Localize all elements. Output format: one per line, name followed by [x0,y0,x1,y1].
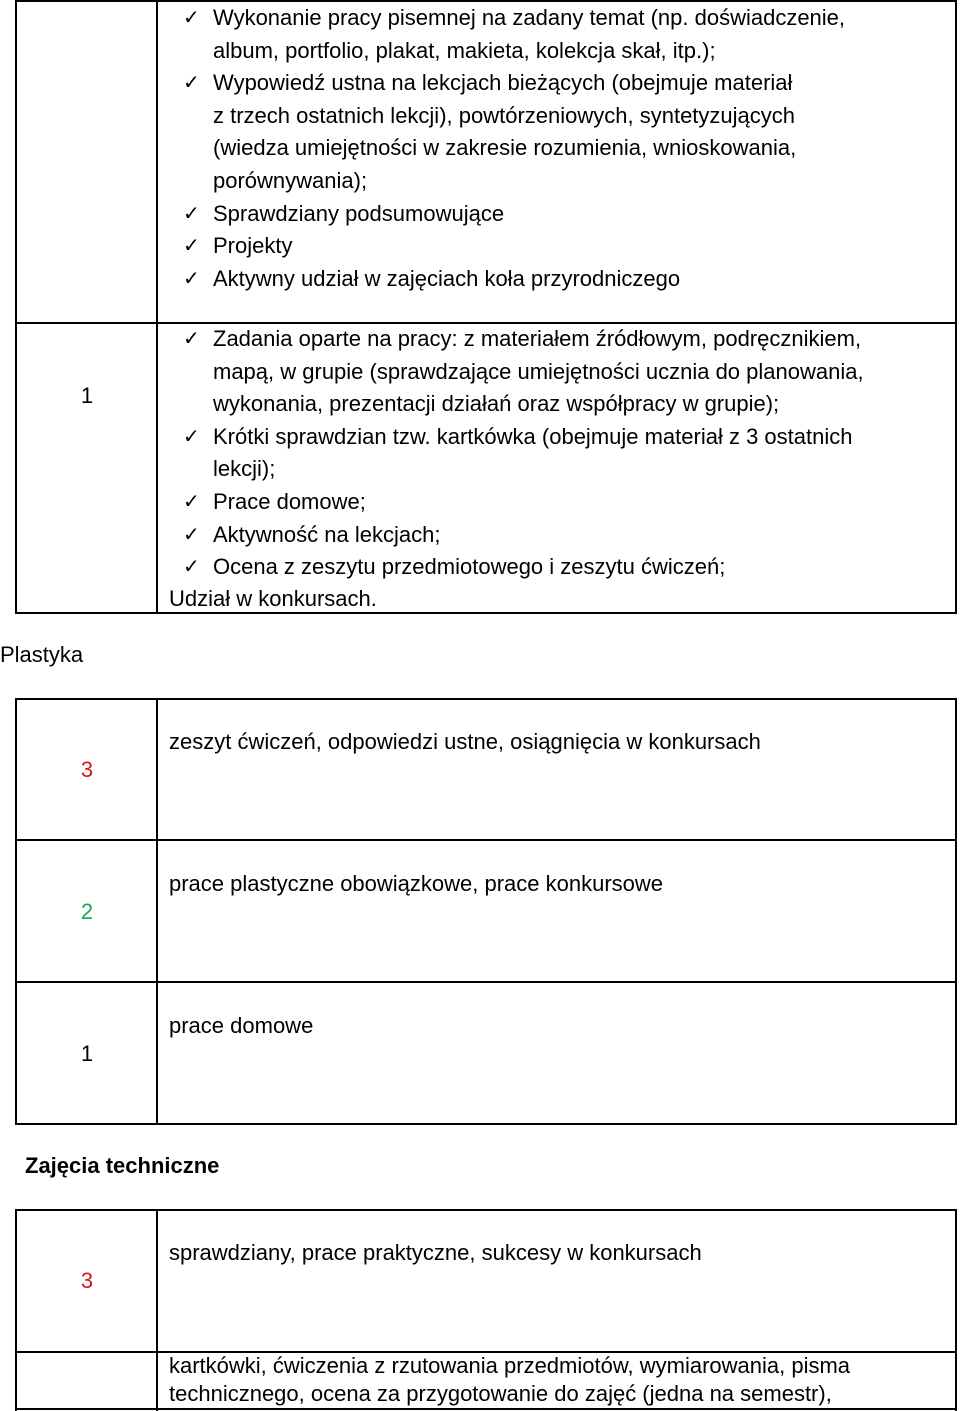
plastyka-row-text: zeszyt ćwiczeń, odpowiedzi ustne, osiągnięcia w konkursach [169,729,761,754]
criteria-item-line: Krótki sprawdzian tzw. kartkówka (obejmuje materiał z 3 ostatnich [213,423,853,449]
check-icon: ✓ [183,326,200,350]
criteria-item-line: Sprawdziany podsumowujące [213,200,505,226]
check-icon: ✓ [183,489,200,513]
criteria-item-line: (wiedza umiejętności w zakresie rozumienia, wnioskowania, [213,135,797,161]
technika-row-text: technicznego, ocena za przygotowanie do zajęć (jedna na semestr), [169,1381,832,1406]
plastyka-grade-2: 2 [80,899,94,924]
criteria-item-line: z trzech ostatnich lekcji), powtórzeniowych, syntetyzujących [213,102,796,128]
criteria-item-line: Zadania oparte na pracy: z materiałem źródłowym, podręcznikiem, [213,326,862,351]
criteria-item-line: album, portfolio, plakat, makieta, kolekcja skał, itp.); [213,37,716,63]
grade-cell: 1 [80,383,94,408]
check-icon: ✓ [183,200,200,225]
plastyka-grade-3: 3 [80,757,94,782]
check-icon: ✓ [183,233,200,258]
criteria-item-line: porównywania); [213,168,368,193]
criteria-item-line: Projekty [213,233,293,259]
technika-row-text: sprawdziany, prace praktyczne, sukcesy w konkursach [169,1240,702,1265]
criteria-item-line: lekcji); [213,456,276,482]
criteria-item-line: Prace domowe; [213,489,366,514]
plastyka-row-text: prace domowe [169,1013,314,1038]
plastyka-grade-1: 1 [80,1041,94,1066]
check-icon: ✓ [183,5,200,29]
criteria-item-line: Aktywność na lekcjach; [213,521,441,547]
final-line: Udział w konkursach. [169,586,377,611]
check-icon: ✓ [183,423,200,448]
technika-row-text: kartkówki, ćwiczenia z rzutowania przedmiotów, wymiarowania, pisma [169,1353,851,1378]
plastyka-row-text: prace plastyczne obowiązkowe, prace konkursowe [169,871,664,896]
criteria-item-line: Wypowiedź ustna na lekcjach bieżących (obejmuje materiał [213,70,793,96]
criteria-item-line: wykonania, prezentacji działań oraz współpracy w grupie); [213,391,780,417]
check-icon: ✓ [183,554,200,579]
criteria-item-line: mapą, w grupie (sprawdzające umiejętności ucznia do planowania, [213,358,864,384]
criteria-item-line: Ocena z zeszytu przedmiotowego i zeszytu ćwiczeń; [213,554,726,580]
check-icon: ✓ [183,70,200,95]
technika-grade-3: 3 [80,1268,94,1293]
check-icon: ✓ [183,521,200,546]
criteria-item-line: Aktywny udział w zajęciach koła przyrodniczego [213,265,681,291]
technika-heading: Zajęcia techniczne [25,1153,220,1178]
check-icon: ✓ [183,265,200,290]
criteria-item-line: Wykonanie pracy pisemnej na zadany temat (np. doświadczenie, [213,5,846,30]
plastyka-heading: Plastyka [0,642,84,667]
